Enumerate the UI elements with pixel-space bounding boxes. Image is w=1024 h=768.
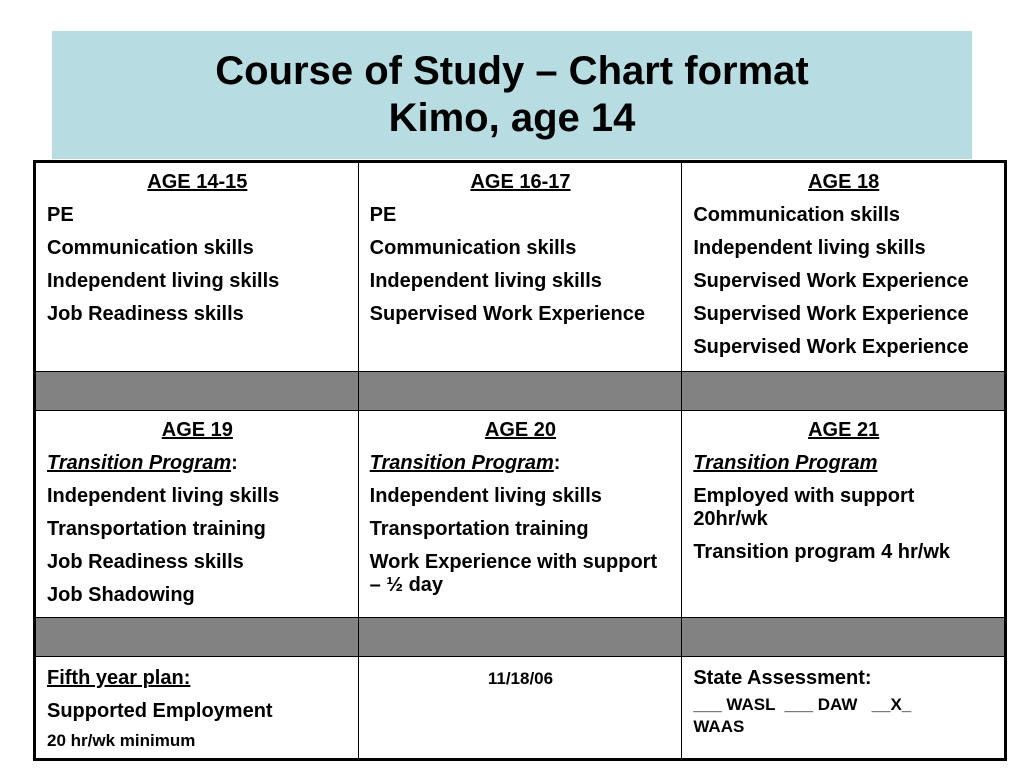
list-item: 20 hr/wk minimum (47, 731, 196, 750)
table-row (35, 657, 1006, 760)
list-item: Communication skills (693, 204, 901, 226)
separator-row (35, 372, 1006, 411)
cell-heading: AGE 19 (161, 419, 233, 441)
cell-heading: AGE 18 (808, 171, 880, 193)
cell-heading: AGE 21 (808, 419, 880, 441)
list-item: Communication skills (47, 237, 254, 259)
page-title: Course of Study – Chart format (215, 49, 809, 93)
list-item: Employed with support 20hr/wk (693, 485, 915, 530)
cell-age-18 (682, 162, 1006, 372)
table-row (35, 162, 1006, 372)
cell-age-19 (35, 411, 359, 618)
plan-date: 11/18/06 (487, 669, 554, 688)
cell-heading: AGE 14-15 (147, 171, 248, 193)
assessment-option-waas: WAAS (693, 717, 745, 736)
separator-cell (35, 618, 359, 657)
list-item: Job Readiness skills (47, 551, 244, 573)
list-item: Independent living skills (47, 485, 280, 507)
list-item: Supervised Work Experience (369, 303, 645, 325)
cell-age-21 (682, 411, 1006, 618)
table-row (35, 411, 1006, 618)
list-item: PE (369, 204, 397, 226)
separator-cell (682, 372, 1006, 411)
list-item: Independent living skills (693, 237, 926, 259)
list-item: Communication skills (369, 237, 577, 259)
list-item: Transportation training (47, 518, 266, 540)
separator-cell (682, 618, 1006, 657)
separator-row (35, 618, 1006, 657)
list-item: Work Experience with support – ½ day (369, 551, 658, 596)
assessment-options: ___ WASL ___ DAW __X_ (693, 695, 912, 714)
program-label: Transition Program: (369, 452, 561, 474)
program-label: Transition Program: (47, 452, 238, 474)
list-item: Independent living skills (369, 270, 602, 292)
state-assessment-heading: State Assessment: (693, 667, 872, 689)
cell-fifth-year-plan (35, 657, 359, 760)
list-item: PE (47, 204, 74, 226)
cell-date (358, 657, 682, 760)
cell-heading: AGE 20 (484, 419, 557, 441)
separator-cell (358, 618, 682, 657)
list-item: Job Readiness skills (47, 303, 244, 325)
separator-cell (35, 372, 359, 411)
list-item: Job Shadowing (47, 584, 195, 606)
list-item: Supervised Work Experience (693, 336, 969, 358)
list-item: Transportation training (369, 518, 589, 540)
cell-age-16-17 (358, 162, 682, 372)
course-of-study-table (33, 160, 1007, 761)
list-item: Supervised Work Experience (693, 270, 969, 292)
cell-state-assessment (682, 657, 1006, 760)
list-item: Supported Employment (47, 700, 273, 722)
cell-heading: AGE 16-17 (470, 171, 571, 193)
page-subtitle: Kimo, age 14 (388, 96, 636, 140)
list-item: Supervised Work Experience (693, 303, 969, 325)
cell-age-14-15 (35, 162, 359, 372)
program-label: Transition Program (693, 452, 878, 474)
title-banner (52, 31, 972, 159)
list-item: Independent living skills (47, 270, 280, 292)
list-item: Independent living skills (369, 485, 602, 507)
fifth-year-heading: Fifth year plan: (47, 667, 191, 689)
separator-cell (358, 372, 682, 411)
cell-age-20 (358, 411, 682, 618)
list-item: Transition program 4 hr/wk (693, 541, 951, 563)
